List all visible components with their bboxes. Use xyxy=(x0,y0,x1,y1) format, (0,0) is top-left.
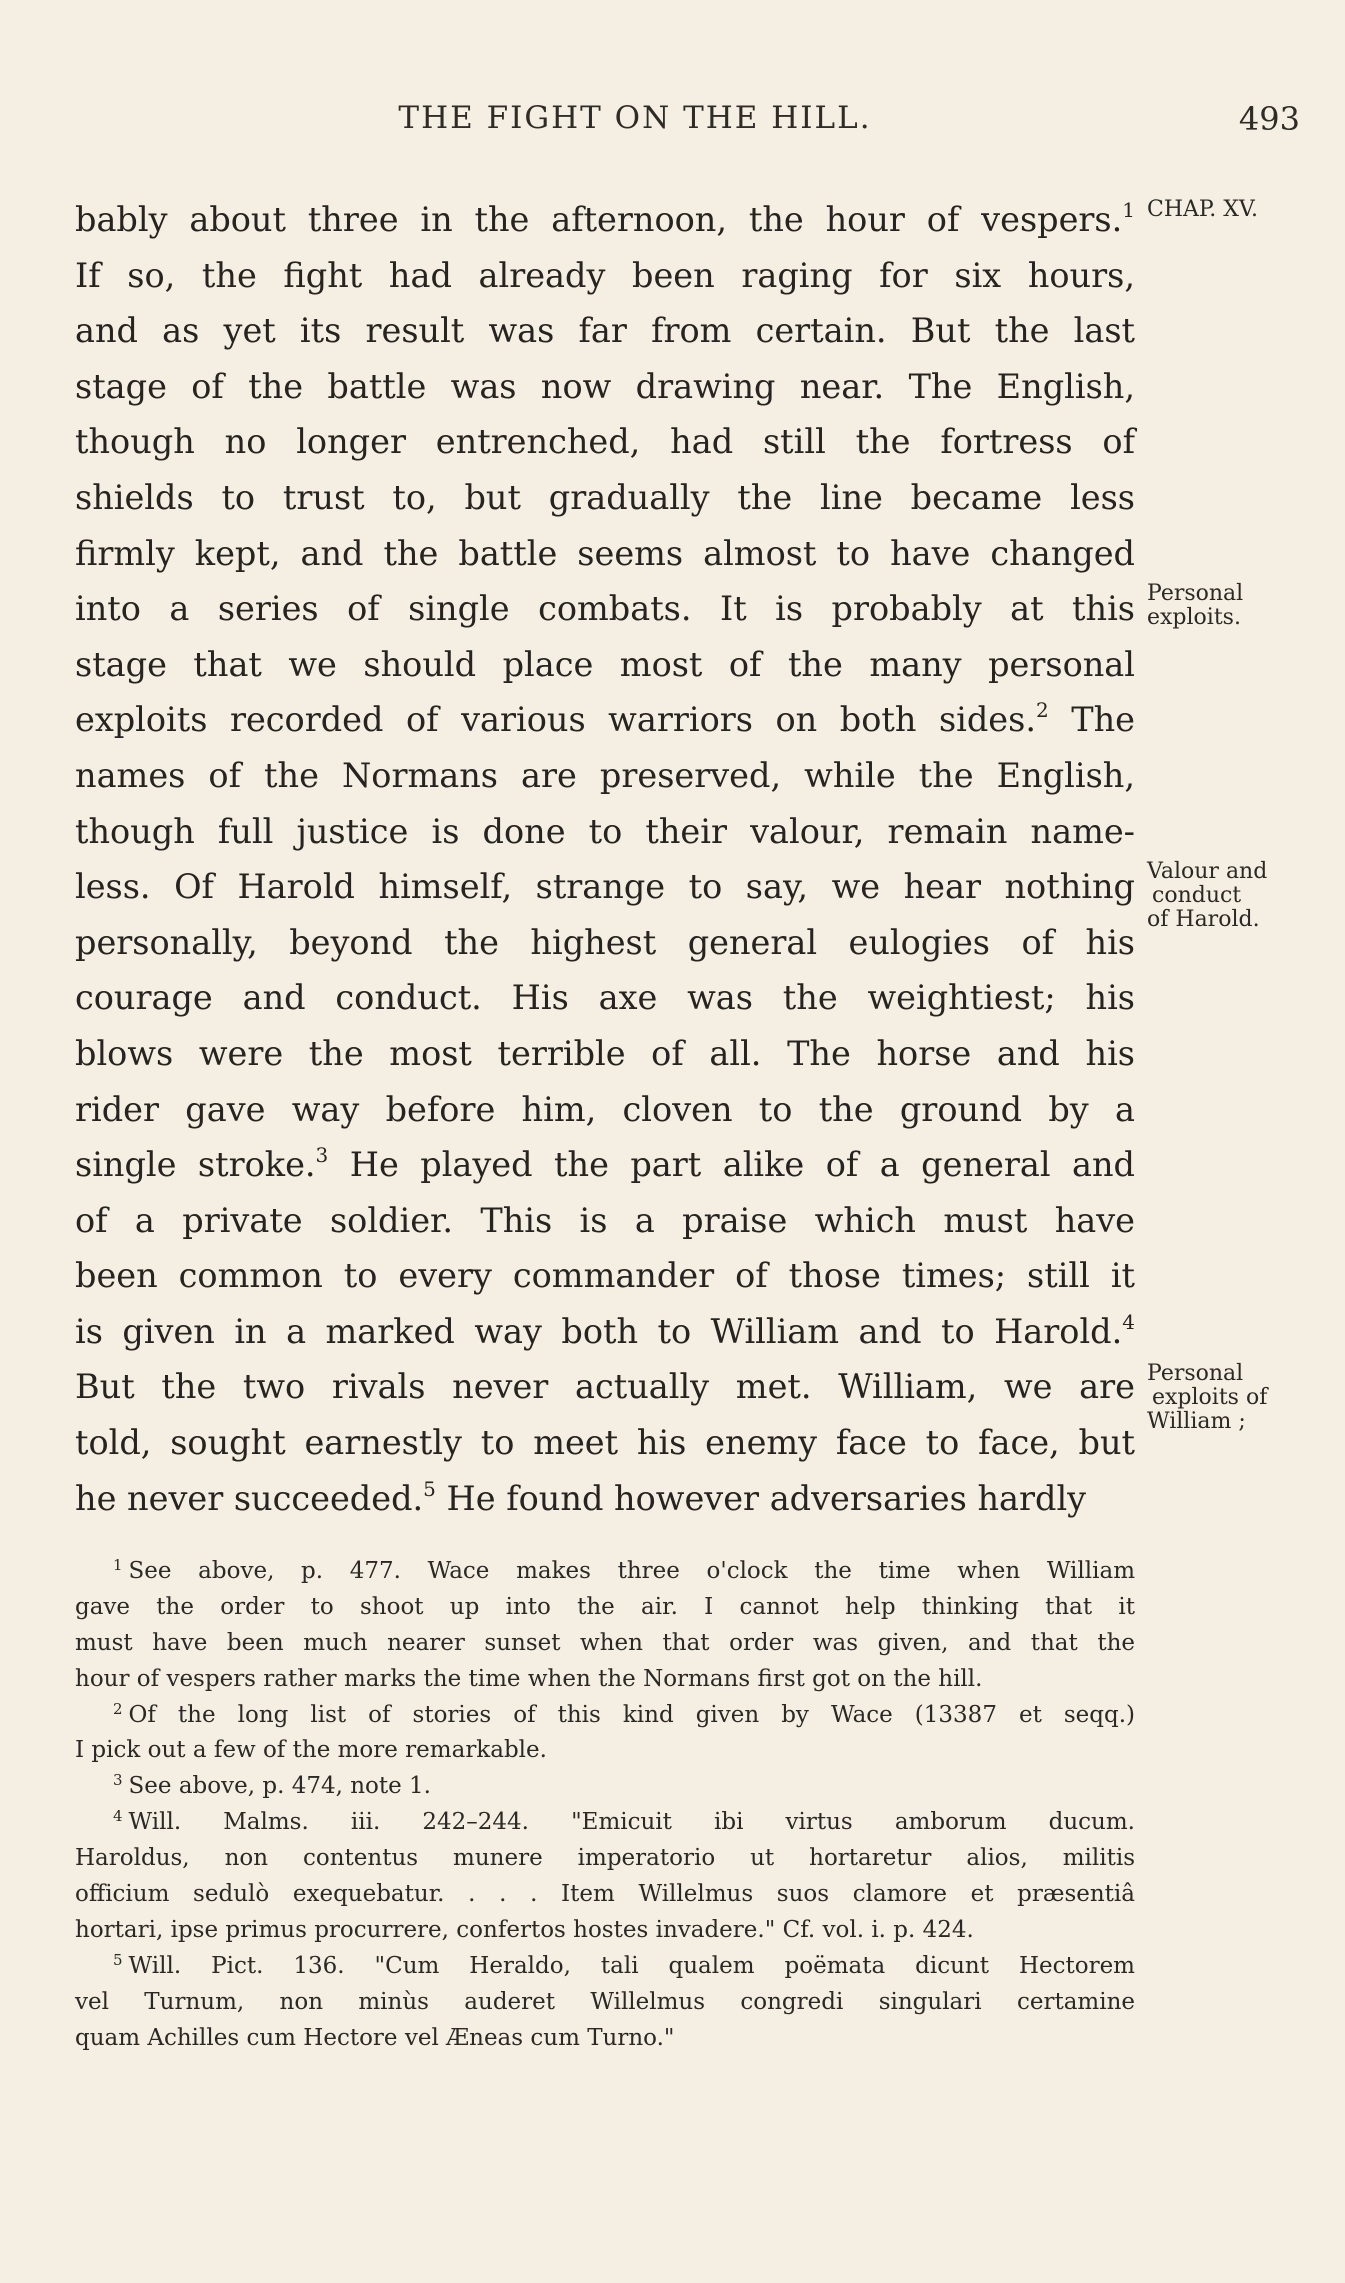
text-line: blows were the most terrible of all. The horse and his xyxy=(75,1033,1135,1073)
text-line: personally, beyond the highest general eulogies of his xyxy=(75,922,1135,962)
text-line: of a private soldier. This is a praise which must have xyxy=(75,1200,1135,1240)
running-head xyxy=(75,100,1300,144)
text-line: and as yet its result was far from certain. But the last xyxy=(75,311,1135,351)
footnote-text: I pick out a few of the more remarkable. xyxy=(75,1737,547,1764)
text-line: been common to every commander of those times; still it xyxy=(75,1256,1135,1296)
text-line: stage that we should place most of the many personal xyxy=(75,644,1135,684)
footnote-text: Haroldus, non contentus munere imperatorio ut hortaretur alios, militis xyxy=(75,1845,1135,1872)
margin-note-line: exploits of xyxy=(1152,1385,1268,1410)
text-line: though no longer entrenched, had still the fortress of xyxy=(75,422,1135,462)
text-line: less. Of Harold himself, strange to say, we hear nothing xyxy=(75,867,1135,907)
text-line: into a series of single combats. It is probably at this xyxy=(75,589,1135,629)
text-line: he never succeeded.$^5$ He found however adversaries hardly xyxy=(75,1476,1087,1518)
footnotes xyxy=(75,1554,1135,2056)
footnote-text: officium sedulò exequebatur. . . . Item Willelmus suos clamore et præsentiâ xyxy=(75,1881,1135,1908)
footnote-line xyxy=(75,1985,1135,2021)
footnote-line xyxy=(75,1554,1135,1590)
footnote-line xyxy=(75,1590,1135,1626)
margin-note-line: of Harold. xyxy=(1147,907,1260,932)
footnote-text: Will. Malms. iii. 242–244. "Emicuit ibi virtus amborum ducum. xyxy=(128,1809,1135,1836)
footnote-line xyxy=(75,1877,1135,1913)
footnote-line xyxy=(75,1913,1135,1949)
page-number: 493 xyxy=(1238,100,1300,138)
footnote-text: must have been much nearer sunset when that order was given, and that the xyxy=(75,1629,1135,1656)
footnote-line xyxy=(75,1949,1135,1985)
text-line: firmly kept, and the battle seems almost to have changed xyxy=(75,533,1135,573)
footnote-marker: 3 xyxy=(113,1771,123,1790)
margin-note-exploits-of-william xyxy=(1147,1362,1307,1434)
footnote-marker: 4 xyxy=(113,1807,123,1826)
text-line: stage of the battle was now drawing near. The English, xyxy=(75,366,1135,406)
text-line: single stroke.$^3$ He played the part alike of a general and xyxy=(75,1143,1135,1185)
footnote-marker: 2 xyxy=(113,1699,123,1718)
footnote-reference: 5 xyxy=(423,1476,436,1501)
main-text xyxy=(75,192,1135,1526)
footnote-reference: 3 xyxy=(315,1143,329,1168)
text-line: But the two rivals never actually met. William, we are xyxy=(75,1367,1135,1407)
text-line: If so, the fight had already been raging for six hours, xyxy=(75,255,1135,295)
footnote-line xyxy=(75,1626,1135,1662)
text-line: rider gave way before him, cloven to the ground by a xyxy=(75,1089,1135,1129)
footnote-text: Will. Pict. 136. "Cum Heraldo, tali qualem poëmata dicunt Hectorem xyxy=(128,1952,1135,1979)
margin-note-line: conduct xyxy=(1152,883,1242,908)
margin-note-chapter xyxy=(1147,198,1307,222)
text-line: though full justice is done to their valour, remain name- xyxy=(75,811,1135,851)
footnote-line xyxy=(75,1662,1135,1698)
margin-note-line: Personal xyxy=(1147,1361,1244,1386)
footnote-reference: 1 xyxy=(1122,198,1135,222)
running-head-title: THE FIGHT ON THE HILL. xyxy=(398,100,872,136)
footnote-line xyxy=(75,2021,1135,2057)
footnote-line xyxy=(75,1698,1135,1734)
margin-note-personal-exploits xyxy=(1147,582,1307,630)
footnote-marker: 1 xyxy=(113,1556,123,1574)
footnote-line xyxy=(75,1733,1135,1769)
footnote-text: gave the order to shoot up into the air. I cannot help thinking that it xyxy=(75,1593,1135,1620)
text-line: courage and conduct. His axe was the weightiest; his xyxy=(75,978,1135,1018)
footnote-line xyxy=(75,1805,1135,1841)
footnote-text: Of the long list of stories of this kind given by Wace (13387 et seqq.) xyxy=(128,1701,1135,1728)
footnote-text: quam Achilles cum Hectore vel Æneas cum Turno." xyxy=(75,2024,675,2051)
text-line: bably about three in the afternoon, the hour of vespers.$^1$ xyxy=(75,198,1135,239)
margin-note-line: William ; xyxy=(1147,1409,1246,1434)
text-line: told, sought earnestly to meet his enemy face to face, but xyxy=(75,1423,1135,1463)
text-line: names of the Normans are preserved, while the English, xyxy=(75,755,1135,795)
footnote-line xyxy=(75,1769,1135,1805)
footnote-text: See above, p. 474, note 1. xyxy=(128,1773,431,1800)
footnote-reference: 2 xyxy=(1035,698,1049,723)
margin-note-line: Valour and xyxy=(1147,859,1268,884)
footnote-line xyxy=(75,1841,1135,1877)
text-line: is given in a marked way both to William and to Harold.$^4$ xyxy=(75,1309,1135,1351)
margin-note-line: exploits. xyxy=(1147,605,1241,630)
text-line: exploits recorded of various warriors on both sides.$^2$ The xyxy=(75,698,1135,740)
footnote-text: hour of vespers rather marks the time when the Normans first got on the hill. xyxy=(75,1665,983,1692)
margin-note-line: Personal xyxy=(1147,581,1244,606)
footnote-text: hortari, ipse primus procurrere, confertos hostes invadere." Cf. vol. i. p. 424. xyxy=(75,1916,974,1943)
text-line: shields to trust to, but gradually the line became less xyxy=(75,477,1135,517)
margin-note-line: CHAP. XV. xyxy=(1147,197,1258,222)
margin-note-valour-of-harold xyxy=(1147,860,1307,932)
footnote-text: vel Turnum, non minùs auderet Willelmus congredi singulari certamine xyxy=(75,1988,1135,2015)
footnote-text: See above, p. 477. Wace makes three o'clock the time when William xyxy=(128,1558,1135,1584)
footnote-reference: 4 xyxy=(1122,1309,1135,1334)
footnote-marker: 5 xyxy=(113,1950,123,1969)
